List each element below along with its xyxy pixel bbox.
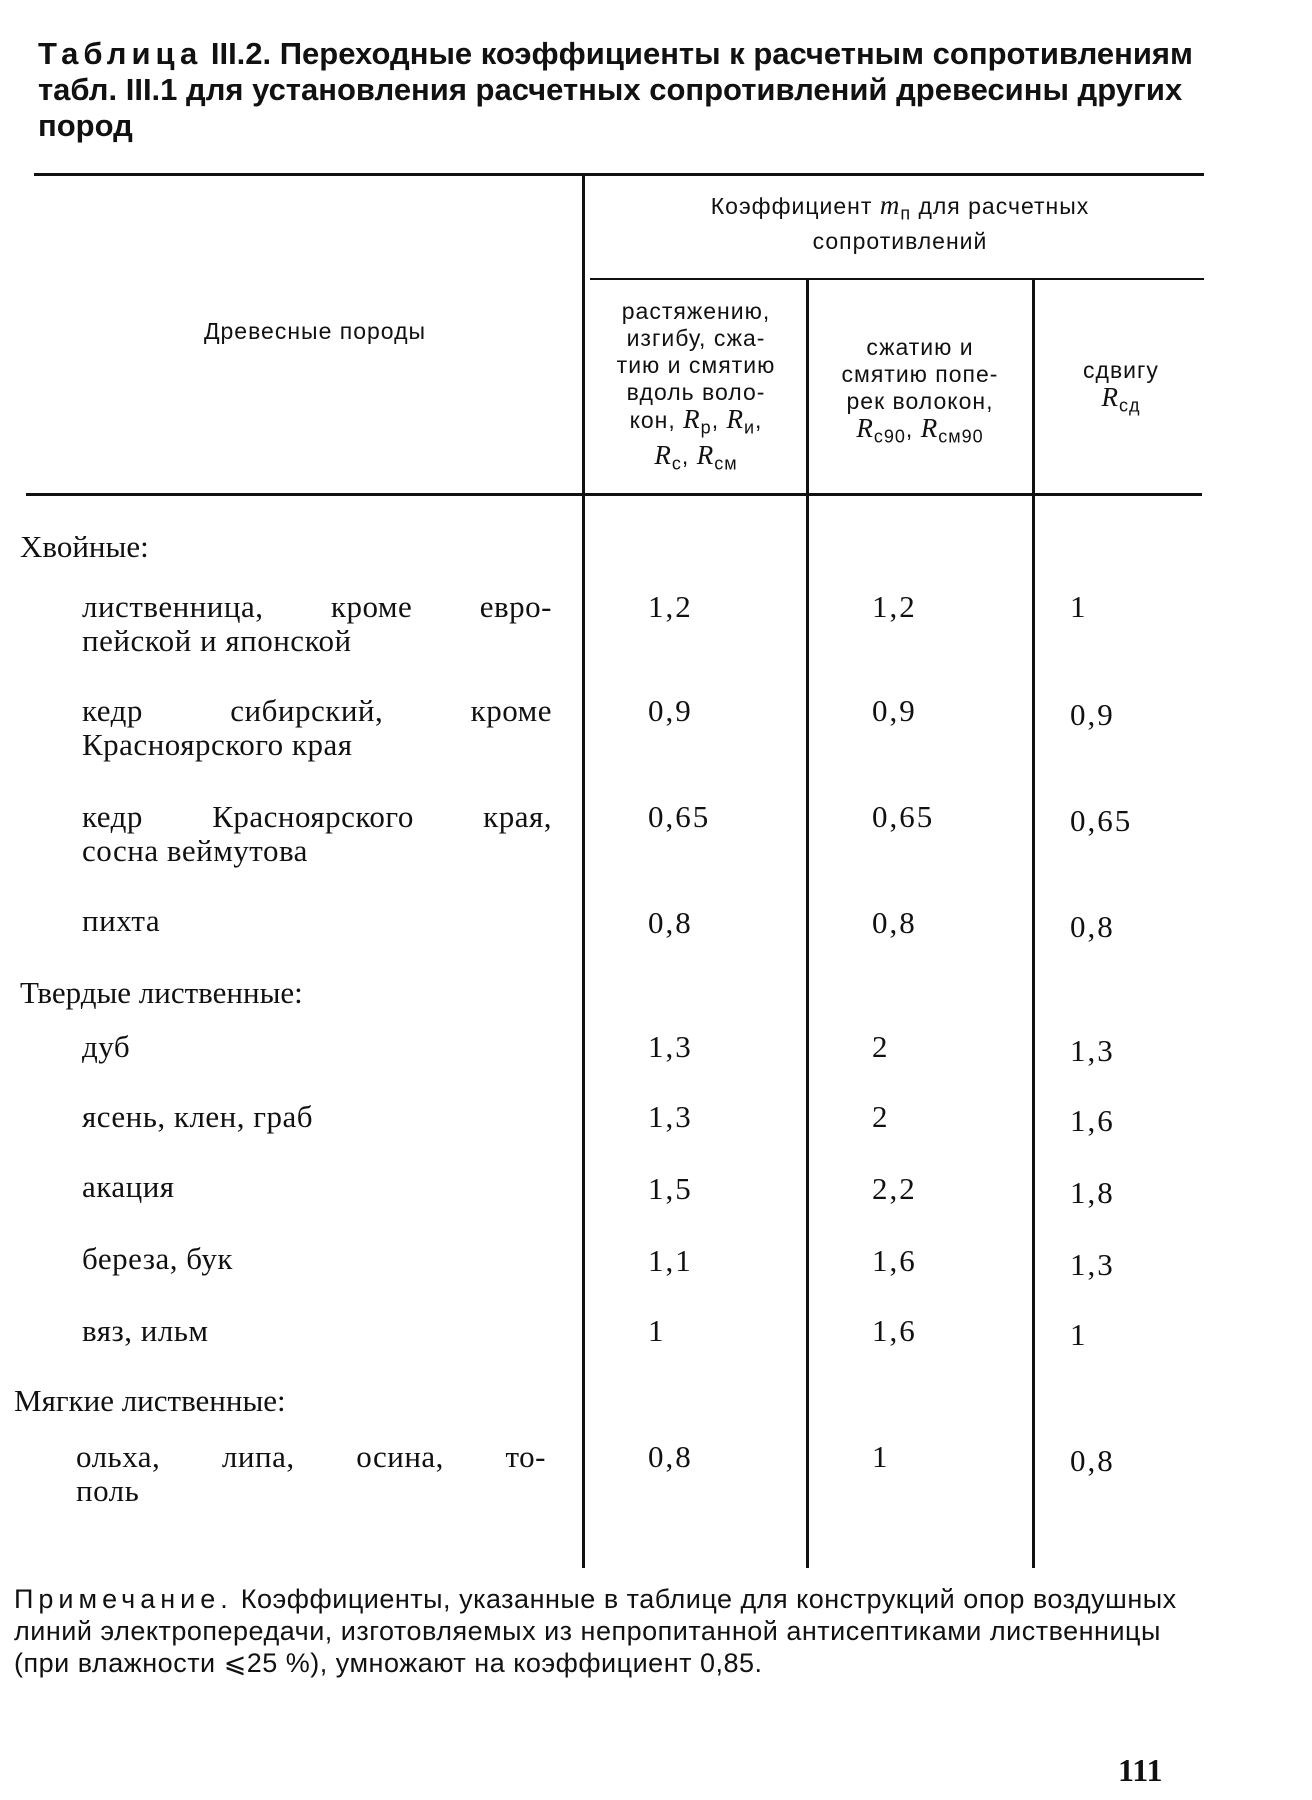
value-cell: 0,8 (1070, 909, 1115, 944)
coef-sub: п (900, 203, 912, 224)
note-text: Коэффициенты, указанные в таблице для конструкций опор воздушных линий электропередачи, изготовляемых из непропитанной антисептиками лиственницы (при влажности ⩽25 %), умножают на коэффициент 0,85. (14, 1584, 1177, 1678)
value-cell: 0,65 (648, 799, 711, 834)
value-cell: 1,8 (1070, 1175, 1115, 1210)
row-label: акация (82, 1169, 175, 1204)
value-cell: 0,8 (872, 905, 917, 940)
coef-line2: сопротивлений (812, 227, 988, 254)
value-cell: 1,3 (1070, 1247, 1115, 1282)
row-label: сосна веймутова (82, 833, 308, 868)
row-label: Красноярского края (82, 727, 353, 762)
coef-suffix: для расчетных (911, 193, 1090, 219)
value-cell: 0,8 (648, 1439, 693, 1474)
value-cell: 1,5 (648, 1171, 693, 1206)
row-label: дуб (82, 1029, 131, 1064)
col1-line: растяжению, (621, 298, 771, 324)
row-label: ольха, липа, осина, то- (76, 1439, 546, 1474)
coef-symbol: m (879, 190, 901, 220)
row-label: вяз, ильм (82, 1313, 209, 1348)
coefficient-header (595, 192, 1205, 255)
group-label-hardwood: Твердые лиственные: (20, 975, 303, 1010)
col1-formula-b: $R_с$, $R_{см}$ (654, 439, 738, 474)
value-cell: 1,6 (872, 1243, 917, 1278)
col1-formula-a: кон, $R_р$, $R_и$, (629, 404, 763, 438)
table-note (14, 1583, 1178, 1679)
header-sub-rule (590, 278, 1204, 280)
value-cell: 1,2 (648, 589, 693, 624)
row-label: поль (76, 1473, 140, 1508)
table-title-prefix: Таблица (38, 36, 203, 71)
value-cell: 2 (872, 1099, 890, 1134)
group-label-softwood: Хвойные: (20, 529, 149, 564)
table-top-rule (34, 173, 1204, 176)
species-header: Древесные породы (203, 318, 427, 344)
col2-line: сжатию и (866, 334, 974, 360)
value-cell: 1,1 (648, 1243, 693, 1278)
value-cell: 1 (1070, 1317, 1088, 1352)
row-label: пихта (82, 903, 161, 938)
value-cell: 2 (872, 1029, 890, 1064)
value-cell: 1 (872, 1439, 890, 1474)
value-cell: 0,9 (648, 693, 693, 728)
col1-line: тию и смятию (616, 352, 776, 378)
value-cell: 1 (1070, 589, 1088, 624)
value-cell: 1,3 (1070, 1033, 1115, 1068)
col3-header (1036, 357, 1206, 420)
col2-line: рек волокон, (846, 388, 994, 414)
row-label: пейской и японской (82, 623, 352, 658)
page-number: 111 (1118, 1752, 1163, 1788)
value-cell: 0,65 (1070, 803, 1133, 838)
column-divider-1 (582, 173, 585, 1568)
col2-formula: $R_{с90}$, $R_{см90}$ (856, 413, 984, 447)
col1-line: вдоль воло- (626, 379, 766, 405)
value-cell: 1,3 (648, 1029, 693, 1064)
value-cell: 1,3 (648, 1099, 693, 1134)
header-bottom-rule (26, 493, 1202, 496)
table-title (38, 36, 1218, 144)
coef-prefix: Коэффициент (710, 193, 880, 219)
value-cell: 1,2 (872, 589, 917, 624)
col3-line: сдвигу (1083, 357, 1159, 383)
col2-line: смятию попе- (841, 361, 999, 387)
row-label: ясень, клен, граб (82, 1099, 314, 1134)
row-label: лиственница, кроме евро- (82, 589, 552, 624)
value-cell: 0,65 (872, 799, 935, 834)
note-lead: Примечание. (14, 1584, 233, 1614)
col1-header (588, 298, 804, 477)
value-cell: 2,2 (872, 1171, 917, 1206)
value-cell: 1,6 (872, 1313, 917, 1348)
column-divider-2 (806, 280, 809, 1568)
table-title-text: III.2. Переходные коэффициенты к расчетным сопротивлениям табл. III.1 для установления расчетных сопротивлений древесины других пород (38, 36, 1193, 143)
row-label: кедр сибирский, кроме (82, 693, 552, 728)
value-cell: 0,9 (1070, 697, 1115, 732)
row-label: береза, бук (82, 1241, 233, 1276)
value-cell: 0,8 (1070, 1443, 1115, 1478)
row-label: кедр Красноярского края, (82, 799, 552, 834)
value-cell: 1,6 (1070, 1103, 1115, 1138)
value-cell: 0,8 (648, 905, 693, 940)
value-cell: 0,9 (872, 693, 917, 728)
column-divider-3 (1032, 280, 1035, 1568)
group-label-softleaf: Мягкие лиственные: (14, 1383, 286, 1418)
col3-formula: $R_{сд}$ (1101, 382, 1141, 416)
col2-header (810, 334, 1030, 451)
value-cell: 1 (648, 1313, 666, 1348)
col1-line: изгибу, сжа- (626, 325, 766, 351)
